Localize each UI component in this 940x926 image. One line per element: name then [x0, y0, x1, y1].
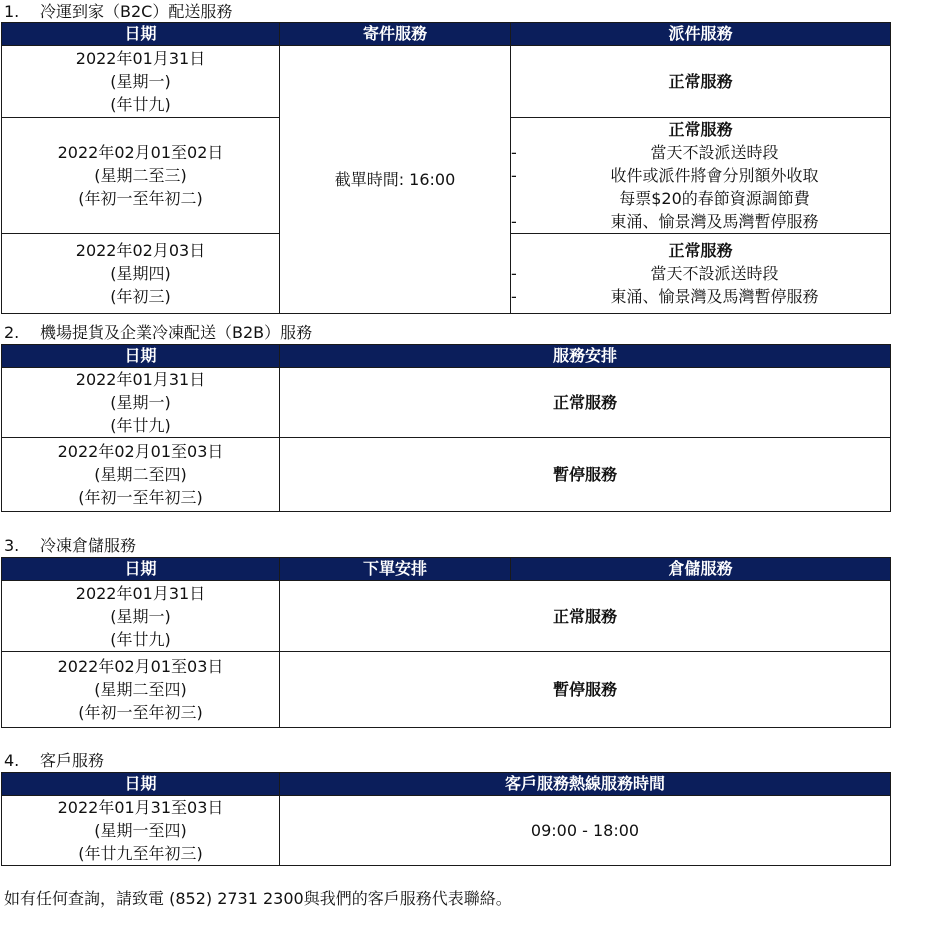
lunar-line: (年初一至年初三) — [78, 488, 203, 507]
notes-continuation: 每票$20的春節資源調節費 — [619, 189, 810, 208]
section-title-text: 機場提貨及企業冷凍配送（B2B）服務 — [40, 323, 313, 342]
col-header-order: 下單安排 — [280, 558, 511, 581]
date-cell — [2, 118, 280, 234]
date-cell — [2, 438, 280, 512]
date-line: 2022年02月01至03日 — [57, 442, 224, 461]
section-number: 1. — [4, 2, 20, 21]
col-header-date: 日期 — [2, 345, 280, 368]
date-line: 2022年01月31至03日 — [57, 798, 224, 817]
date-line: 2022年02月01至03日 — [57, 657, 224, 676]
table-row — [2, 652, 891, 728]
date-line: 2022年01月31日 — [75, 583, 206, 603]
date-line: 2022年02月03日 — [75, 241, 206, 260]
weekday-line: (星期一) — [110, 393, 171, 412]
col-header-date: 日期 — [2, 558, 280, 581]
col-header-hotline-hours: 客戶服務熱線服務時間 — [280, 773, 891, 796]
pickup-cutoff-cell: 截單時間: 16:00 — [280, 46, 511, 314]
section-title-text: 客戶服務 — [40, 751, 105, 770]
b2b-service-table — [1, 344, 891, 512]
status-cell: 暫停服務 — [280, 652, 891, 728]
weekday-line: (星期二至四) — [94, 680, 187, 699]
date-cell — [2, 796, 280, 866]
delivery-notes-cell — [511, 118, 891, 234]
status-cell: 正常服務 — [280, 581, 891, 652]
col-header-date: 日期 — [2, 773, 280, 796]
notes-item: - 東涌、愉景灣及馬灣暫停服務 — [511, 212, 819, 231]
notes-heading: 正常服務 — [668, 120, 733, 139]
notes-item: - 東涌、愉景灣及馬灣暫停服務 — [511, 287, 819, 306]
contact-footer-text: 如有任何查詢，請致電 (852) 2731 2300與我們的客戶服務代表聯絡。 — [4, 889, 512, 908]
lunar-line: (年廿九) — [110, 416, 171, 435]
date-line: 2022年01月31日 — [75, 49, 206, 68]
col-header-arrangement: 服務安排 — [280, 345, 891, 368]
date-cell — [2, 234, 280, 314]
col-header-date: 日期 — [2, 23, 280, 46]
weekday-line: (星期二至三) — [94, 166, 187, 185]
notes-item: - 收件或派件將會分別額外收取 — [511, 166, 819, 185]
table-row — [2, 46, 891, 118]
date-line: 2022年02月01至02日 — [57, 143, 224, 162]
date-cell — [2, 46, 280, 118]
table-row — [2, 438, 891, 512]
section-2-title — [4, 323, 312, 343]
date-line: 2022年01月31日 — [75, 370, 206, 389]
col-header-delivery: 派件服務 — [511, 23, 891, 46]
delivery-notes-cell — [511, 234, 891, 314]
customer-service-table — [1, 772, 891, 866]
weekday-line: (星期一) — [110, 606, 171, 626]
weekday-line: (星期一) — [110, 72, 171, 91]
lunar-line: (年初一至年初二) — [78, 189, 203, 208]
section-number: 2. — [4, 323, 20, 342]
lunar-line: (年初三) — [110, 287, 171, 306]
section-number: 4. — [4, 751, 20, 770]
notes-heading: 正常服務 — [668, 241, 733, 260]
b2c-delivery-table — [1, 22, 891, 314]
table-row — [2, 796, 891, 866]
date-cell — [2, 652, 280, 728]
weekday-line: (星期二至四) — [94, 465, 187, 484]
lunar-line: (年廿九) — [110, 629, 171, 649]
table-row — [2, 368, 891, 438]
hotline-hours-cell: 09:00 - 18:00 — [280, 796, 891, 866]
date-cell — [2, 368, 280, 438]
lunar-line: (年廿九至年初三) — [78, 844, 203, 863]
section-1-title — [4, 2, 232, 22]
col-header-storage: 倉儲服務 — [511, 558, 891, 581]
section-number: 3. — [4, 536, 20, 555]
table-row — [2, 581, 891, 652]
delivery-status-cell: 正常服務 — [511, 46, 891, 118]
section-title-text: 冷凍倉儲服務 — [40, 536, 137, 555]
lunar-line: (年初一至年初三) — [78, 703, 203, 722]
notes-item: - 當天不設派送時段 — [511, 264, 779, 283]
status-cell: 正常服務 — [280, 368, 891, 438]
lunar-line: (年廿九) — [110, 95, 171, 114]
status-cell: 暫停服務 — [280, 438, 891, 512]
section-3-title — [4, 536, 136, 556]
cold-storage-table — [1, 557, 891, 728]
col-header-pickup: 寄件服務 — [280, 23, 511, 46]
weekday-line: (星期四) — [110, 264, 171, 283]
section-4-title — [4, 751, 104, 771]
section-title-text: 冷運到家（B2C）配送服務 — [40, 2, 233, 21]
weekday-line: (星期一至四) — [94, 821, 187, 840]
notes-item: - 當天不設派送時段 — [511, 143, 779, 162]
date-cell — [2, 581, 280, 652]
